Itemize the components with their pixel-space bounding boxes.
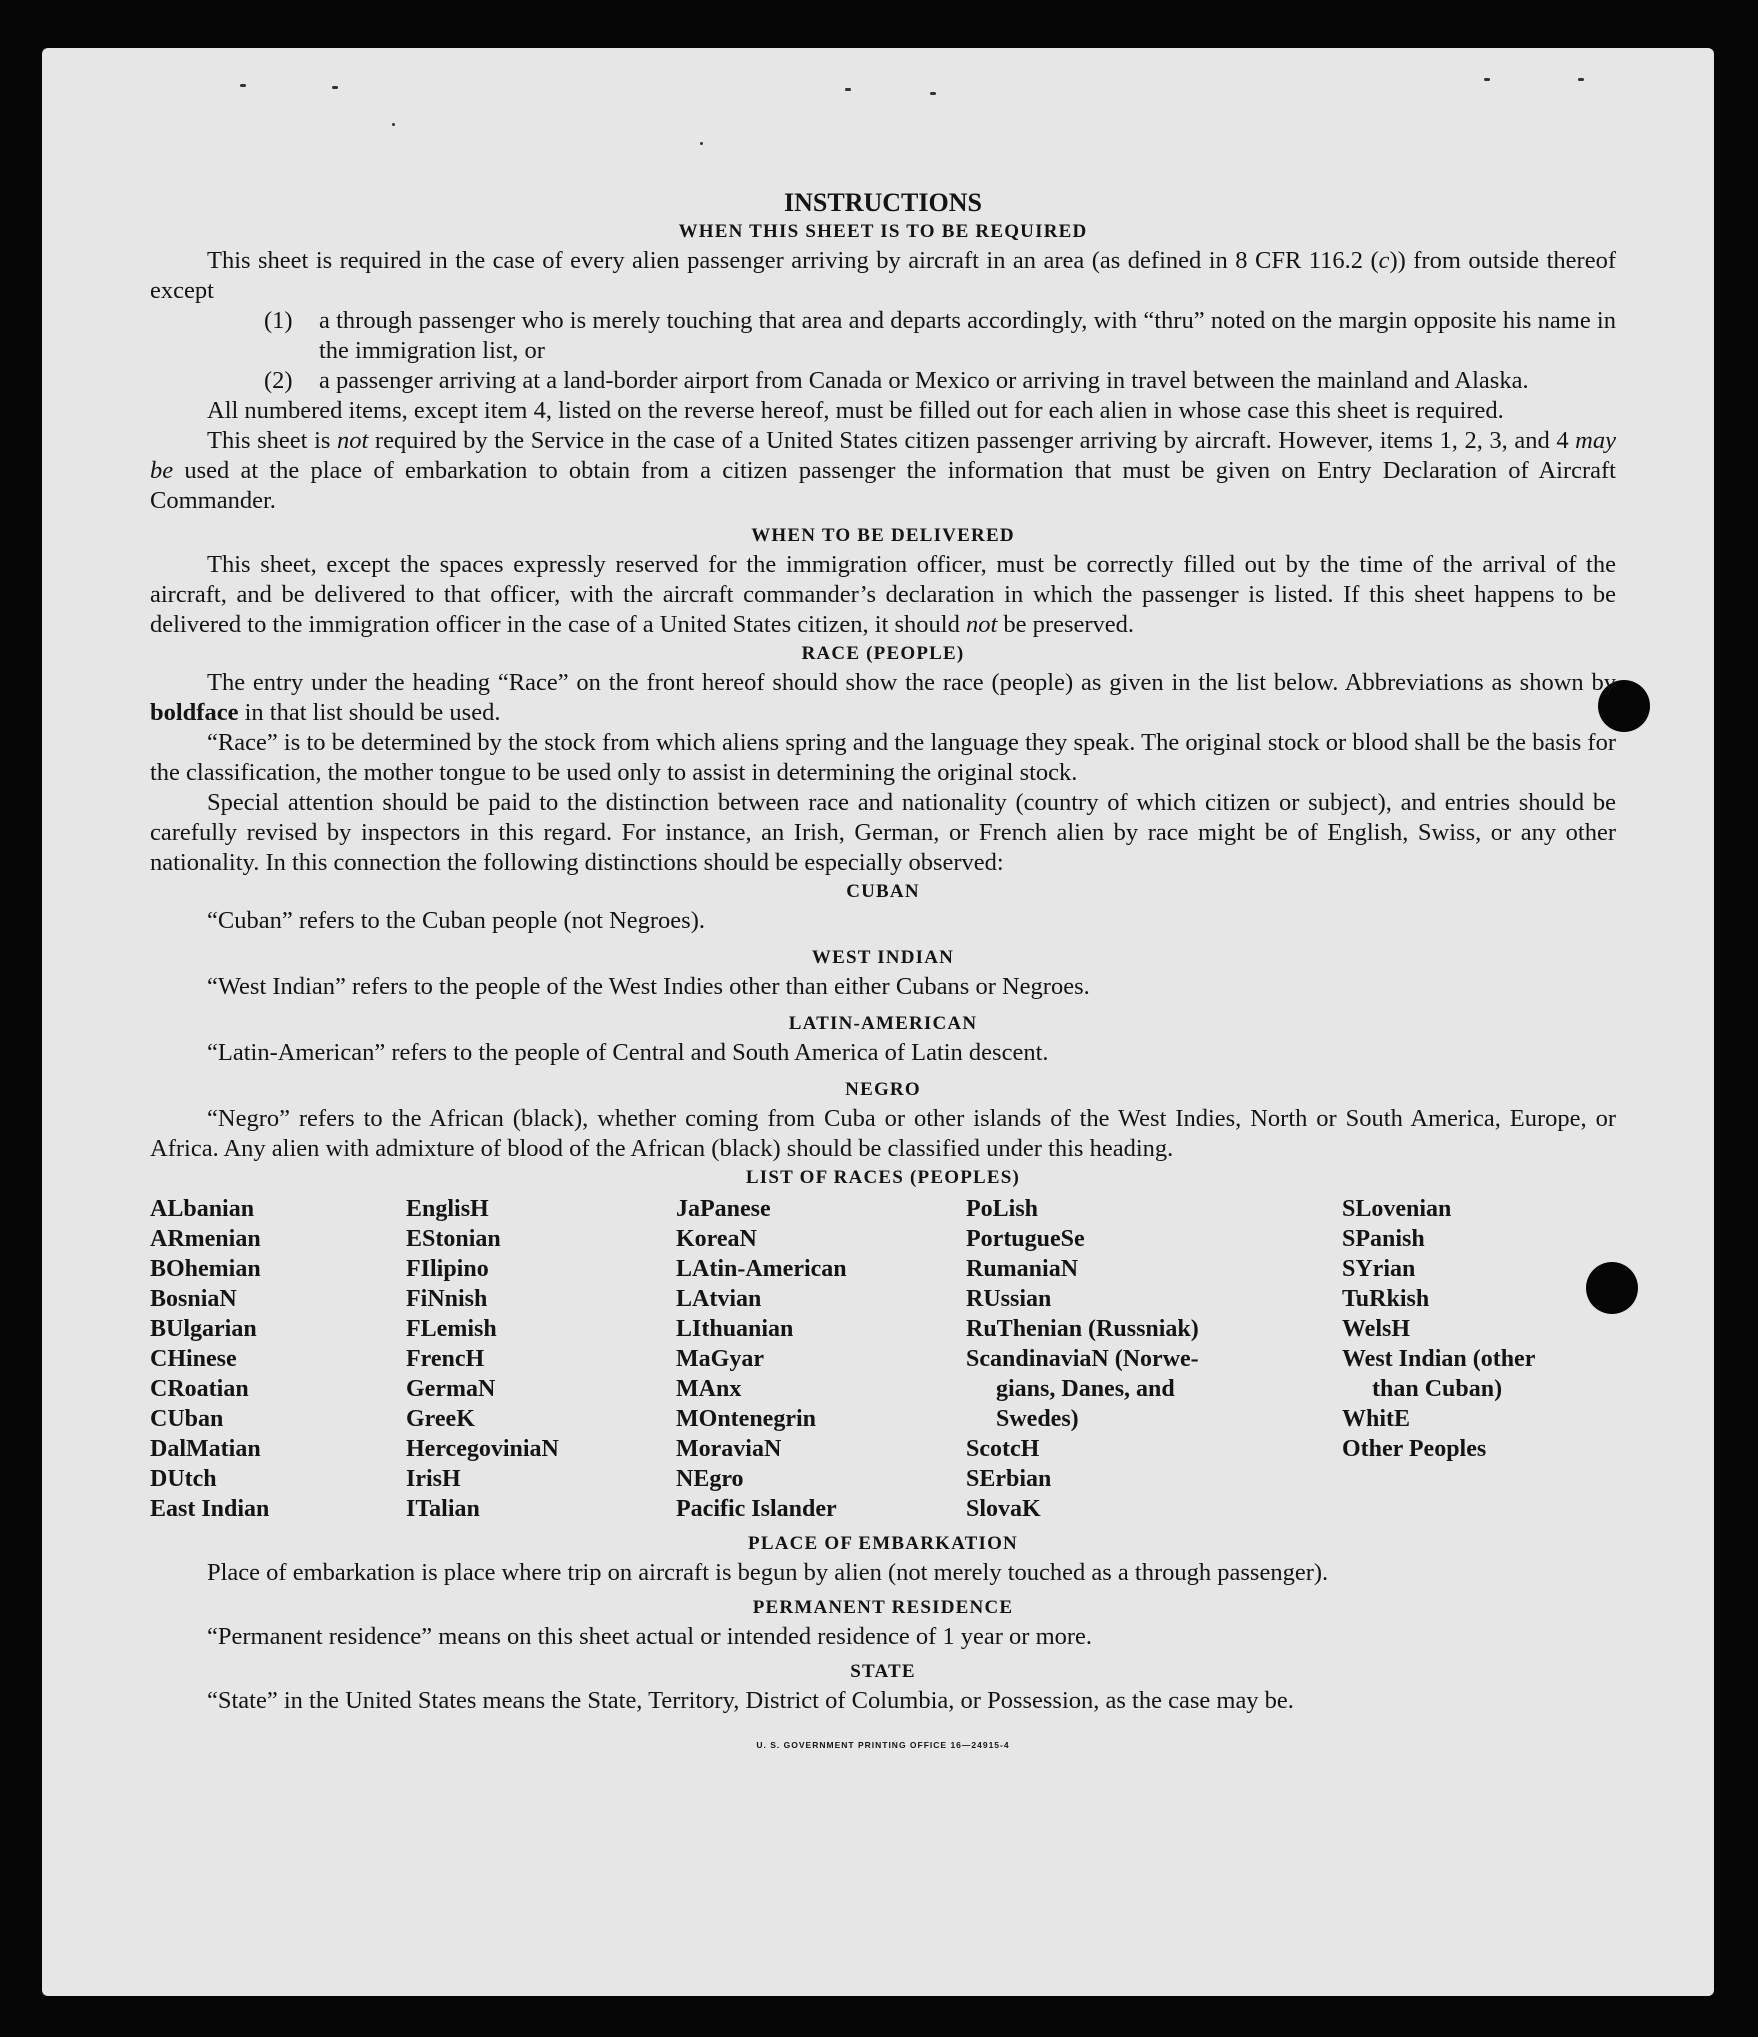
race-item: NEgro bbox=[676, 1466, 744, 1492]
race-item: KoreaN bbox=[676, 1226, 757, 1252]
races-table bbox=[150, 1194, 1616, 1524]
race-item: West Indian (other bbox=[1342, 1346, 1536, 1372]
race-item: Swedes) bbox=[996, 1406, 1079, 1432]
heading-west-indian: WEST INDIAN bbox=[811, 947, 955, 968]
race-item: MOntenegrin bbox=[676, 1406, 816, 1432]
paragraph: “Permanent residence” means on this sheet actual or intended residence of 1 year or more. bbox=[207, 1623, 1093, 1650]
race-item: IrisH bbox=[406, 1466, 461, 1492]
paragraph: “Race” is to be determined by the stock from which aliens spring and the language they speak. The original stock or blood shall be the basis for the classification, the mother tongue to be used only to assist in determining the original stock. bbox=[150, 729, 1616, 786]
races-column bbox=[1342, 1194, 1616, 1524]
speck bbox=[1484, 78, 1490, 81]
race-item: than Cuban) bbox=[1372, 1376, 1503, 1402]
race-item: DalMatian bbox=[150, 1436, 261, 1462]
race-item: PoLish bbox=[966, 1196, 1039, 1222]
heading-latin-american: LATIN-AMERICAN bbox=[788, 1013, 978, 1034]
speck bbox=[332, 86, 338, 89]
race-item: Other Peoples bbox=[1342, 1436, 1487, 1462]
race-item: FIlipino bbox=[406, 1256, 489, 1282]
race-item: BOhemian bbox=[150, 1256, 261, 1282]
paragraph: This sheet, except the spaces expressly reserved for the immigration officer, must be correctly filled out by the time of the arrival of the aircraft, and be delivered to that officer, with the aircraft commander’s declaration in which the passenger is listed. If this sheet happens to be delivered to the immigration officer in the case of a United States citizen, it should not be preserved. bbox=[150, 551, 1616, 638]
race-item: Pacific Islander bbox=[676, 1496, 837, 1522]
races-column bbox=[966, 1194, 1342, 1524]
race-item: ALbanian bbox=[150, 1196, 255, 1222]
heading-place-of-embarkation: PLACE OF EMBARKATION bbox=[748, 1533, 1018, 1554]
paragraph: “Latin-American” refers to the people of Central and South America of Latin descent. bbox=[207, 1039, 1049, 1066]
race-item: DUtch bbox=[150, 1466, 217, 1492]
race-item: LIthuanian bbox=[676, 1316, 794, 1342]
race-item: MaGyar bbox=[676, 1346, 764, 1372]
paragraph: “Cuban” refers to the Cuban people (not Negroes). bbox=[207, 907, 705, 934]
heading-negro: NEGRO bbox=[845, 1079, 921, 1100]
race-item: WhitE bbox=[1342, 1406, 1411, 1432]
race-item: EStonian bbox=[406, 1226, 501, 1252]
race-item: LAtvian bbox=[676, 1286, 762, 1312]
race-item: gians, Danes, and bbox=[996, 1376, 1175, 1402]
race-item: TuRkish bbox=[1342, 1286, 1430, 1312]
heading-list-of-races: LIST OF RACES (PEOPLES) bbox=[745, 1167, 1021, 1188]
heading-cuban: CUBAN bbox=[846, 881, 920, 902]
race-item: ScotcH bbox=[966, 1436, 1040, 1462]
race-item: FLemish bbox=[406, 1316, 497, 1342]
paragraph: This sheet is required in the case of every alien passenger arriving by aircraft in an area (as defined in 8 CFR 116.2 (c)) from outside thereof except bbox=[150, 247, 1616, 304]
speck bbox=[392, 123, 395, 126]
race-item: LAtin-American bbox=[676, 1256, 847, 1282]
race-item: RumaniaN bbox=[966, 1256, 1079, 1282]
race-item: WelsH bbox=[1342, 1316, 1411, 1342]
race-item: BosniaN bbox=[150, 1286, 237, 1312]
race-item: GreeK bbox=[406, 1406, 475, 1432]
race-item: JaPanese bbox=[676, 1196, 771, 1222]
race-item: ScandinaviaN (Norwe- bbox=[966, 1346, 1199, 1372]
heading-race: RACE (PEOPLE) bbox=[801, 643, 965, 664]
race-item: East Indian bbox=[150, 1496, 270, 1522]
race-item: EnglisH bbox=[406, 1196, 489, 1222]
race-item: MoraviaN bbox=[676, 1436, 782, 1462]
paragraph: Special attention should be paid to the distinction between race and nationality (country of which citizen or subject), and entries should be carefully revised by inspectors in this regard. For instance, an Irish, German, or French alien by race might be of English, Swiss, or any other nationality. In this connection the following distinctions should be especially observed: bbox=[150, 789, 1616, 876]
race-item: SYrian bbox=[1342, 1256, 1416, 1282]
race-item: CRoatian bbox=[150, 1376, 249, 1402]
speck bbox=[930, 92, 936, 95]
paragraph: “Negro” refers to the African (black), whether coming from Cuba or other islands of the West Indies, North or South America, Europe, or Africa. Any alien with admixture of blood of the African (black) should be classified under this heading. bbox=[150, 1105, 1616, 1162]
heading-state: STATE bbox=[850, 1661, 916, 1682]
race-item: FrencH bbox=[406, 1346, 485, 1372]
paragraph: Place of embarkation is place where trip on aircraft is begun by alien (not merely touched as a through passenger). bbox=[207, 1559, 1329, 1586]
race-item: HercegoviniaN bbox=[406, 1436, 559, 1462]
race-item: ARmenian bbox=[150, 1226, 261, 1252]
instructions-content bbox=[150, 140, 1616, 1760]
race-item: CUban bbox=[150, 1406, 224, 1432]
race-item: RuThenian (Russniak) bbox=[966, 1316, 1199, 1342]
race-item: GermaN bbox=[406, 1376, 496, 1402]
race-item: MAnx bbox=[676, 1376, 742, 1402]
races-column bbox=[406, 1194, 676, 1524]
race-item: SPanish bbox=[1342, 1226, 1425, 1252]
race-item: PortugueSe bbox=[966, 1226, 1085, 1252]
paragraph: All numbered items, except item 4, listed on the reverse hereof, must be filled out for each alien in whose case this sheet is required. bbox=[207, 397, 1504, 424]
paragraph: “West Indian” refers to the people of the West Indies other than either Cubans or Negroes. bbox=[207, 973, 1090, 1000]
speck bbox=[240, 84, 246, 87]
heading-permanent-residence: PERMANENT RESIDENCE bbox=[752, 1597, 1014, 1618]
race-item: SLovenian bbox=[1342, 1196, 1452, 1222]
races-column bbox=[676, 1194, 966, 1524]
list-item: (2) a passenger arriving at a land-border airport from Canada or Mexico or arriving in travel between the mainland and Alaska. bbox=[264, 367, 1529, 394]
race-item: BUlgarian bbox=[150, 1316, 257, 1342]
race-item: ITalian bbox=[406, 1496, 480, 1522]
heading-when-delivered: WHEN TO BE DELIVERED bbox=[751, 525, 1015, 546]
document-sheet bbox=[42, 48, 1714, 1996]
heading-when-required: WHEN THIS SHEET IS TO BE REQUIRED bbox=[678, 221, 1088, 242]
page-title: INSTRUCTIONS bbox=[784, 188, 982, 217]
races-column bbox=[150, 1194, 406, 1524]
speck bbox=[845, 88, 851, 91]
printer-imprint: U. S. GOVERNMENT PRINTING OFFICE 16—24915-4 bbox=[756, 1740, 1010, 1750]
race-item: SlovaK bbox=[966, 1496, 1041, 1522]
race-item: CHinese bbox=[150, 1346, 237, 1372]
paragraph: This sheet is not required by the Service in the case of a United States citizen passenger arriving by aircraft. However, items 1, 2, 3, and 4 may be used at the place of embarkation to obtain from a citizen passenger the information that must be given on Entry Declaration of Aircraft Commander. bbox=[150, 427, 1616, 514]
race-item: FiNnish bbox=[406, 1286, 488, 1312]
race-item: RUssian bbox=[966, 1286, 1052, 1312]
speck bbox=[1578, 78, 1584, 81]
race-item: SErbian bbox=[966, 1466, 1052, 1492]
paragraph: “State” in the United States means the State, Territory, District of Columbia, or Possession, as the case may be. bbox=[207, 1687, 1294, 1714]
list-item: (1) a through passenger who is merely touching that area and departs accordingly, with “thru” noted on the margin opposite his name in the immigration list, or bbox=[264, 307, 1616, 364]
paragraph: The entry under the heading “Race” on the front hereof should show the race (people) as given in the list below. Abbreviations as shown by boldface in that list should be used. bbox=[150, 669, 1616, 726]
